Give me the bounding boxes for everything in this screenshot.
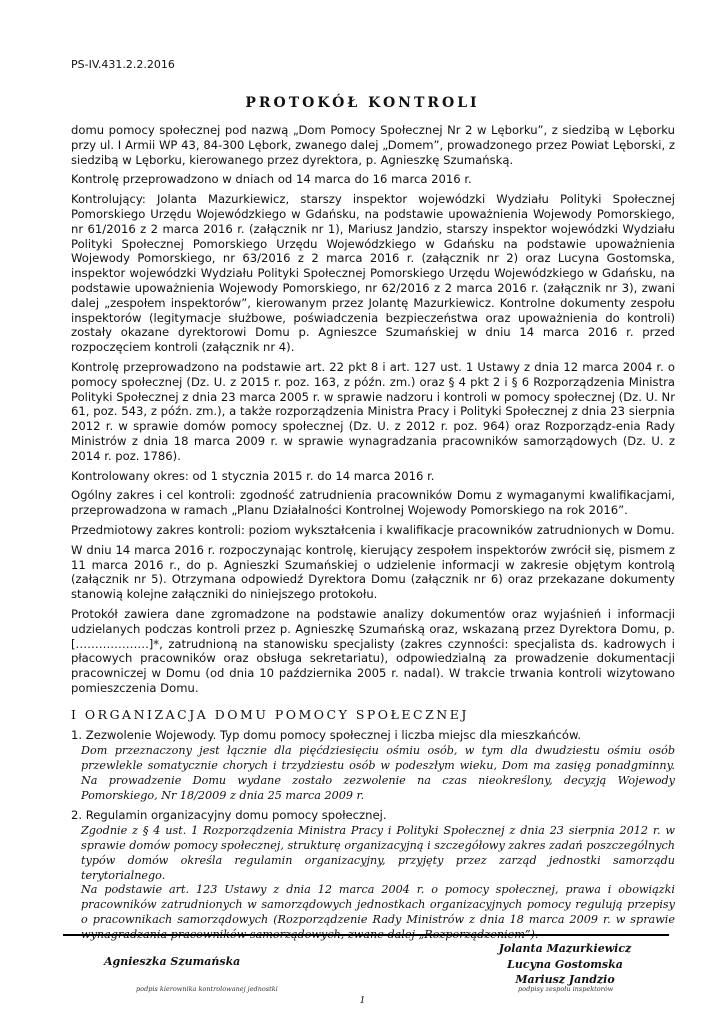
protocol-data-paragraph: Protokół zawiera dane zgromadzone na podstawie analizy dokumentów oraz wyjaśnień i informacji udzielanych podczas kontroli przez p. Agnieszkę Szumańską oraz, wskazaną przez Dyrektora Domu, p. [……………….]*, zatrudnioną na stanowisku specjalisty (zakres czynności: specjalista ds. kadrowych i płacowych pracowników oraz obsługa sekretariatu), odpowiedzialną za prowadzenie dokumentacji pracowniczej w Domu (od dnia 10 października 2005 r. nadal). W trakcie trwania kontroli wizytowano pomieszczenia Domu. xyxy=(71,606,675,695)
control-dates-paragraph: Kontrolę przeprowadzono w dniach od 14 marca do 16 marca 2016 r. xyxy=(71,172,472,187)
inspectors-paragraph: Kontrolujący: Jolanta Mazurkiewicz, starszy inspektor wojewódzki Wydziału Polityki Społecznej Pomorskiego Urzędu Wojewódzkiego w Gdańsku, na podstawie upoważnienia Wojewody Pomorskiego, nr 61/2016 z 2 marca 2016 r. (załącznik nr 1), Mariusz Jandzio, starszy inspektor wojewódzki Wydziału Polityki Społecznej Pomorskiego Urzędu Wojewódzkiego w Gdańsku na podstawie upoważnienia Wojewody Pomorskiego, nr 63/2016 z 2 marca 2016 r. (załącznik nr 2) oraz Lucyna Gostomska, inspektor wojewódzki Wydziału Polityki Społecznej Pomorskiego Urzędu Wojewódzkiego w Gdańsku, na podstawie upoważnienia Wojewody Pomorskiego, nr 62/2016 z 2 marca 2016 r. (załącznik nr 3), zwani dalej „zespołem inspektorów”, kierowanym przez Jolantę Mazurkiewicz. Kontrolne dokumenty zespołu inspektorów (legitymacje służbowe, poświadczenia bezpieczeństwa oraz upoważnienia do kontroli) zostały okazane dyrektorowi Domu p. Agnieszce Szumańskiej w dniu 14 marca 2016 r. przed rozpoczęciem kontroli (załącznik nr 4). xyxy=(71,192,675,355)
page-number: 1 xyxy=(359,996,366,1006)
signature-inspector-2: Lucyna Gostomska xyxy=(507,957,623,971)
controlled-period-paragraph: Kontrolowany okres: od 1 stycznia 2015 r. do 14 marca 2016 r. xyxy=(71,468,435,483)
item-1-text xyxy=(81,744,675,803)
caption-inspectors-signature: podpisy zespołu inspektorów xyxy=(518,985,614,993)
signatures-inspectors xyxy=(490,941,640,988)
item-2-label: 2. Regulamin organizacyjny domu pomocy społecznej. xyxy=(71,808,387,823)
document-reference-number: PS-IV.431.2.2.2016 xyxy=(71,58,175,71)
item-1-label: 1. Zezwolenie Wojewody. Typ domu pomocy społecznej i liczba miejsc dla mieszkańców. xyxy=(71,728,582,743)
document-body xyxy=(71,123,675,948)
legal-basis-paragraph: Kontrolę przeprowadzono na podstawie art. 22 pkt 8 i art. 127 ust. 1 Ustawy z dnia 12 marca 2004 r. o pomocy społecznej (Dz. U. z 2015 r. poz. 163, z późn. zm.) oraz § 4 pkt 2 i § 6 Rozporządzenia Ministra Polityki Społecznej z dnia 23 marca 2005 r. w sprawie nadzoru i kontroli w pomocy społecznej (Dz. U. Nr 61, poz. 543, z późn. zm.), a także rozporządzenia Ministra Pracy i Polityki Społecznej z dnia 23 sierpnia 2012 r. w sprawie domów pomocy społecznej (Dz. U. z 2012 r. poz. 964) oraz Rozporządz-enia Rady Ministrów z dnia 18 marca 2009 r. w sprawie wynagradzania pracowników samorządowych (Dz. U. z 2014 r. poz. 1786). xyxy=(71,359,675,463)
item-1-text-paragraph: Dom przeznaczony jest łącznie dla pięćdziesięciu ośmiu osób, w tym dla dwudziestu ośmiu osób przewlekle somatycznie chorych i trzydziestu osób w podeszłym wieku, Dom ma zasięg ponadgminny. Na prowadzenie Domu wydane zostało zezwolenie na czas nieokreślony, decyzją Wojewody Pomorskiego, Nr 18/2009 z dnia 25 marca 2009 r. xyxy=(81,744,675,802)
start-control-paragraph: W dniu 14 marca 2016 r. rozpoczynając kontrolę, kierujący zespołem inspektorów zwrócił się, pismem z 11 marca 2016 r., do p. Agnieszki Szumańskiej o udzielenie informacji w zakresie objętym kontrolą (załącznik nr 5). Otrzymana odpowiedź Dyrektora Domu (załącznik nr 6) oraz przekazane dokumenty stanowią kolejne załączniki do niniejszego protokołu. xyxy=(71,542,675,602)
signature-director: Agnieszka Szumańska xyxy=(104,955,241,968)
intro-paragraph: domu pomocy społecznej pod nazwą „Dom Pomocy Społecznej Nr 2 w Lęborku”, z siedzibą w Lęborku przy ul. I Armii WP 43, 84-300 Lębork, zwanego dalej „Domem”, prowadzonego przez Powiat Lęborski, z siedzibą w Lęborku, kierowanego przez dyrektora, p. Agnieszkę Szumańską. xyxy=(71,123,675,167)
caption-director-signature: podpis kierownika kontrolowanej jednostki xyxy=(136,985,278,993)
signature-inspector-1: Jolanta Mazurkiewicz xyxy=(498,942,632,955)
scope-paragraph: Ogólny zakres i cel kontroli: zgodność zatrudnienia pracowników Domu z wymaganymi kwalifikacjami, przeprowadzona w ramach „Planu Działalności Kontrolnej Wojewody Pomorskiego na rok 2016”. xyxy=(71,488,675,518)
item-2-text-paragraph-a: Zgodnie z § 4 ust. 1 Rozporządzenia Ministra Pracy i Polityki Społecznej z dnia 23 sierpnia 2012 r. w sprawie domów pomocy społecznej, strukturę organizacyjną i szczegółowy zakres zadań poszczególnych typów domów określa regulamin organizacyjny, przyjęty przez zarząd jednostki samorządu terytorialnego. xyxy=(81,824,675,882)
footer-divider xyxy=(63,934,669,936)
signature-inspector-3: Mariusz Jandzio xyxy=(515,973,615,986)
document-title: PROTOKÓŁ KONTROLI xyxy=(245,95,480,111)
subject-scope-paragraph: Przedmiotowy zakres kontroli: poziom wykształcenia i kwalifikacje pracowników zatrudnionych w Domu. xyxy=(71,522,675,537)
section-heading-organization: I ORGANIZACJA DOMU POMOCY SPOŁECZNEJ xyxy=(71,706,469,722)
item-2-text-paragraph-b: Na podstawie art. 123 Ustawy z dnia 12 marca 2004 r. o pomocy społecznej, prawa i obowiązki pracowników zatrudnionych w samorządowych jednostkach organizacyjnych pomocy regulują przepisy o pracownikach samorządowych (Rozporządzenie Rady Ministrów z dnia 18 marca 2009 r. w sprawie wynagradzania pracowników samorządowych, zwane dalej „Rozporządzeniem”). xyxy=(81,883,675,941)
item-2-text xyxy=(81,824,675,942)
